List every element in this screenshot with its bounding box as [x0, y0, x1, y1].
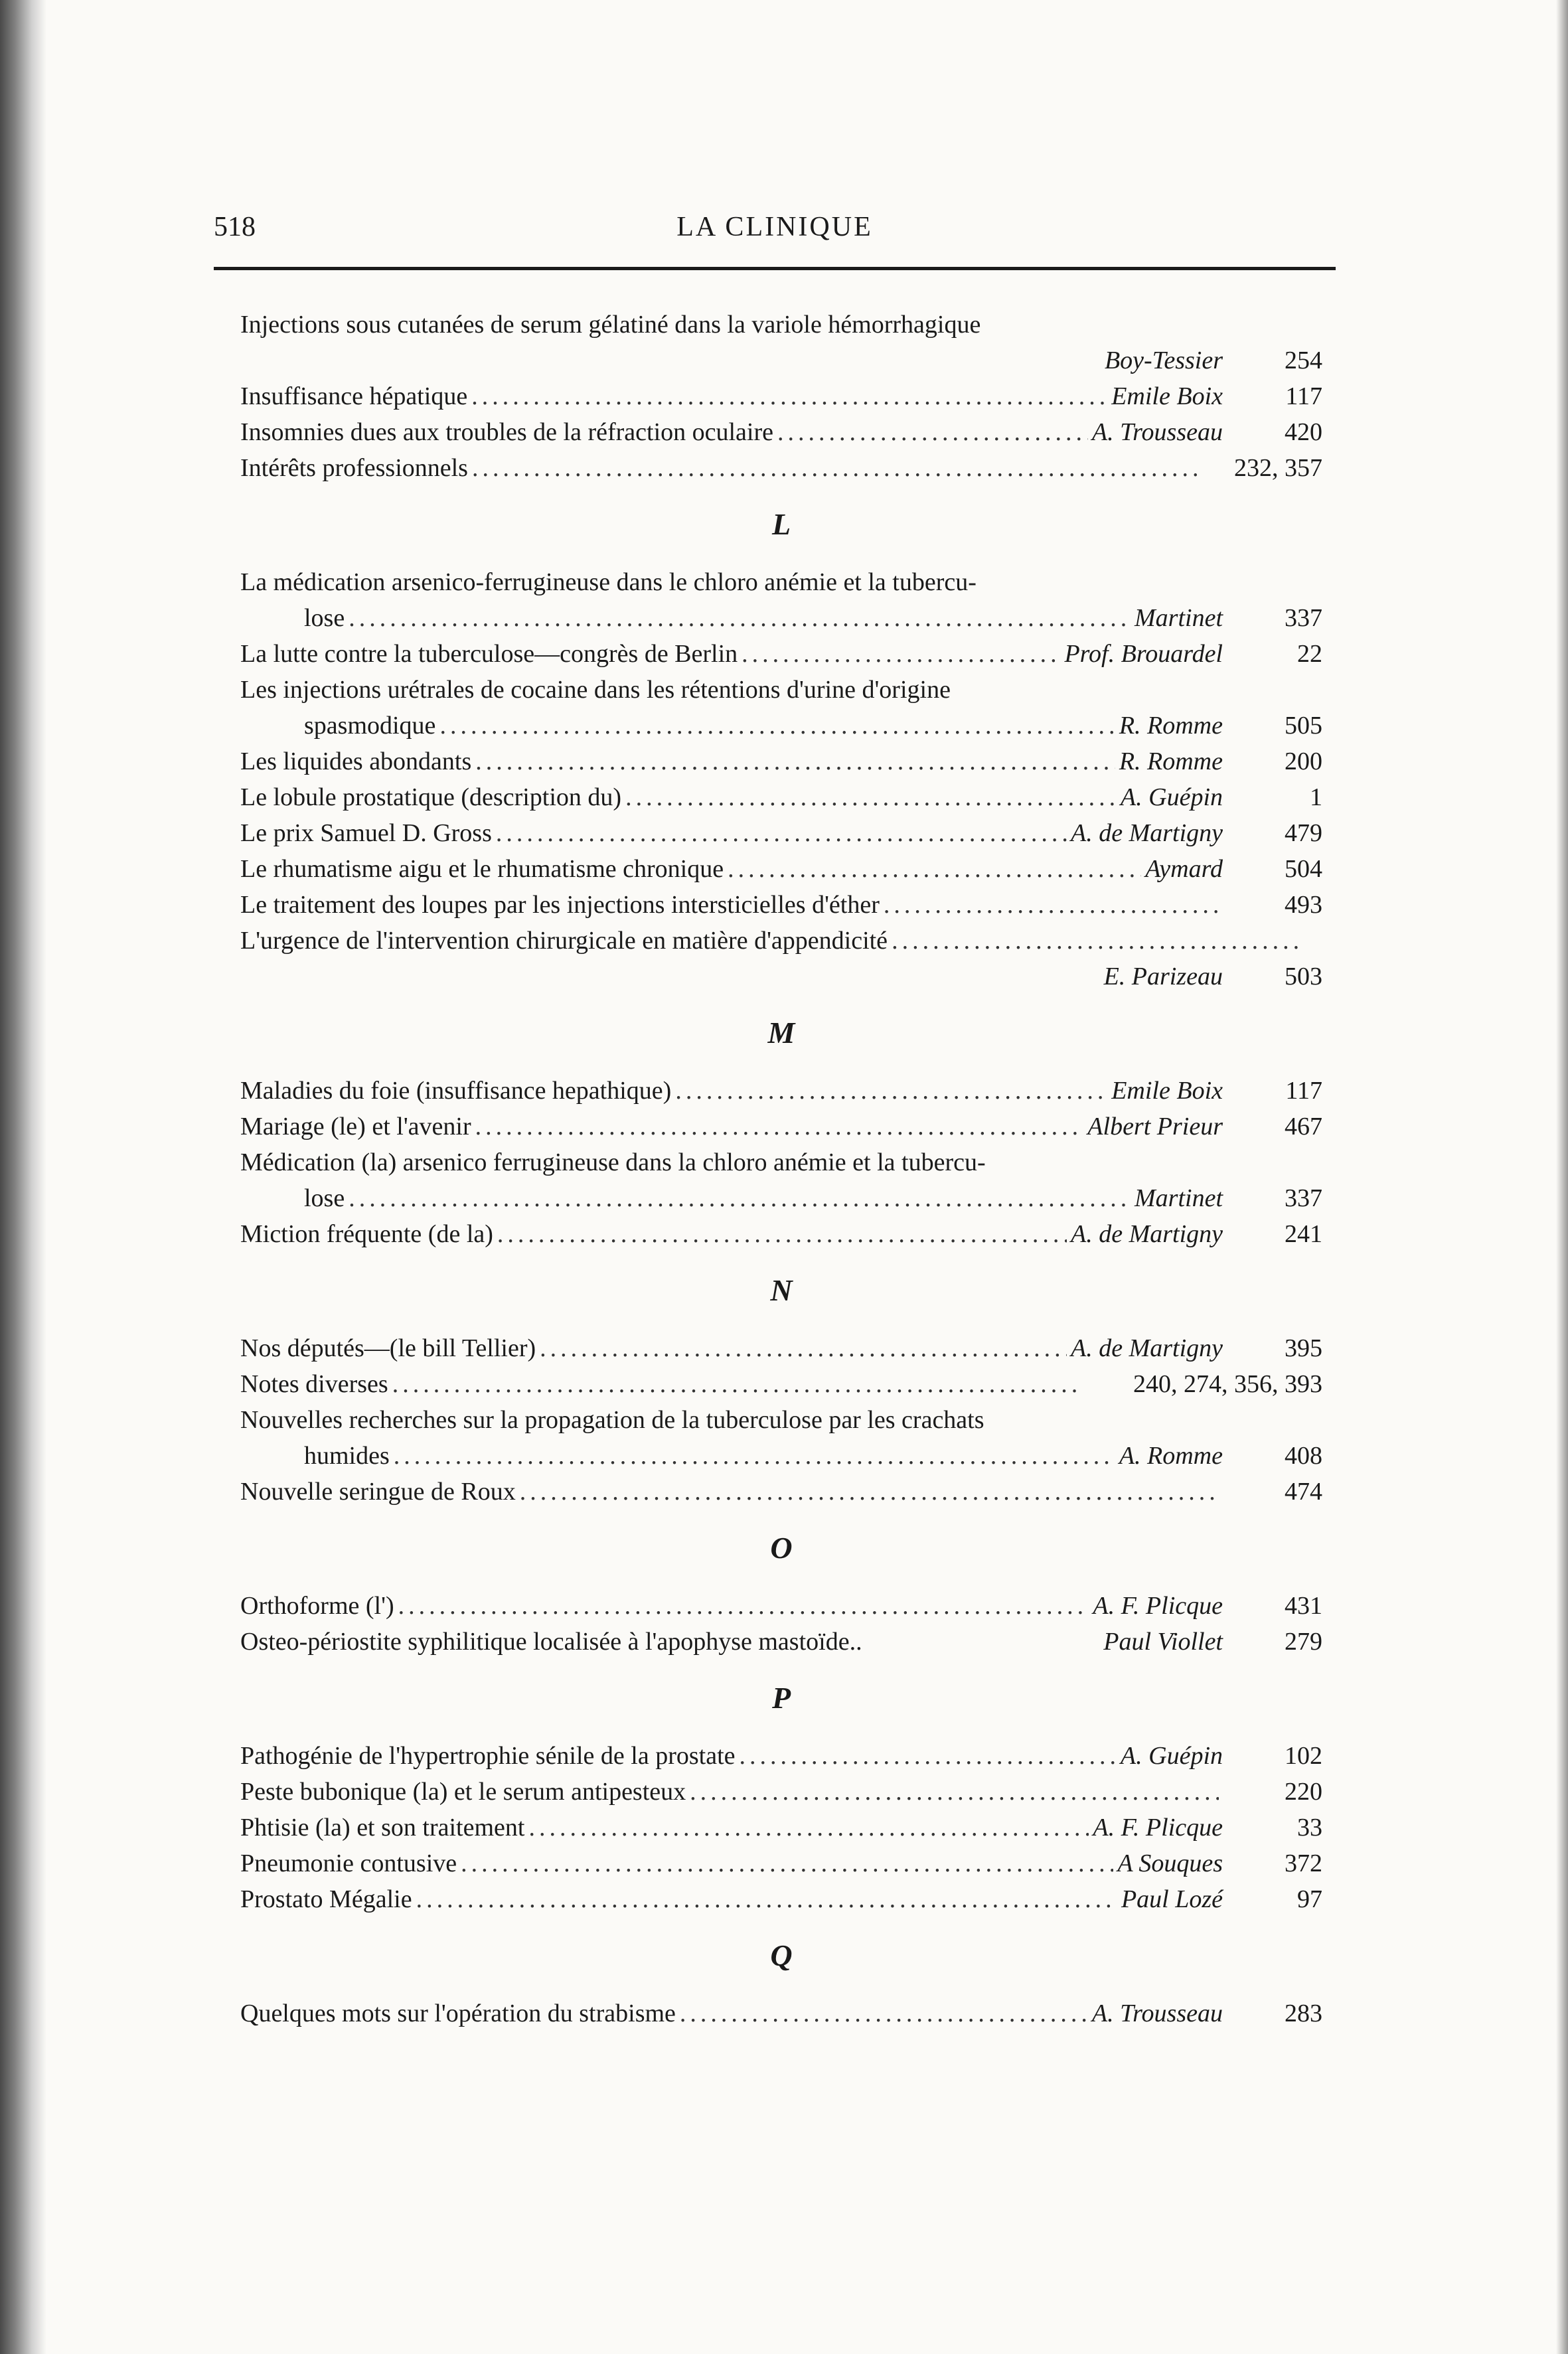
entry-title: Médication (la) arsenico ferrugineuse dans la chloro anémie et la tubercu-	[240, 1148, 986, 1176]
index-entry	[240, 1073, 1322, 1109]
index-entry	[240, 1738, 1322, 1774]
index-entry-continuation	[240, 959, 1322, 994]
entry-pages: 33	[1297, 1814, 1322, 1842]
dot-leader	[675, 1073, 1107, 1109]
index-entry	[240, 815, 1322, 851]
index-entry	[240, 1588, 1322, 1624]
dot-leader	[475, 1109, 1084, 1144]
entry-title: Insuffisance hépatique	[240, 382, 468, 410]
entry-pages: 395	[1285, 1334, 1322, 1362]
dot-leader	[471, 378, 1107, 414]
index-entry	[240, 672, 1322, 708]
entry-pages: 279	[1285, 1628, 1322, 1656]
entry-title: Injections sous cutanées de serum gélatiné dans la variole hémorrhagique	[240, 311, 981, 339]
index-entry	[240, 378, 1322, 414]
index-entry	[240, 414, 1322, 450]
entry-author: A. Trousseau	[1091, 2000, 1223, 2027]
entry-title: La lutte contre la tuberculose—congrès de Berlin	[240, 640, 738, 668]
entry-author: R. Romme	[1119, 747, 1223, 775]
entry-title-cont: lose	[304, 1184, 345, 1212]
entry-author: A. Guépin	[1120, 783, 1223, 811]
index-entry	[240, 744, 1322, 779]
dot-leader	[680, 1996, 1088, 2031]
dot-leader	[392, 1366, 1079, 1402]
dot-leader	[439, 708, 1115, 744]
scan-shadow-right	[1556, 0, 1568, 2354]
index-entry-continuation	[240, 1180, 1322, 1216]
entry-author: Emile Boix	[1111, 1077, 1223, 1105]
entry-title: Notes diverses	[240, 1370, 388, 1398]
dot-leader	[496, 815, 1067, 851]
dot-leader	[540, 1330, 1067, 1366]
entry-pages: 232, 357	[1234, 454, 1322, 482]
index-entry	[240, 1474, 1322, 1510]
dot-leader	[349, 600, 1131, 636]
entry-title: La médication arsenico-ferrugineuse dans le chloro anémie et la tubercu-	[240, 568, 977, 596]
index-entry	[240, 1845, 1322, 1881]
dot-leader	[625, 779, 1117, 815]
entry-pages: 117	[1285, 382, 1322, 410]
entry-title: Le prix Samuel D. Gross	[240, 819, 492, 847]
index-entry	[240, 1144, 1322, 1180]
index-entry	[240, 1774, 1322, 1810]
entry-title: Miction fréquente (de la)	[240, 1220, 493, 1248]
page-header	[214, 211, 1336, 251]
entry-title: Pathogénie de l'hypertrophie sénile de la prostate	[240, 1742, 736, 1770]
entry-author: A. de Martigny	[1070, 819, 1223, 847]
entry-pages: 254	[1285, 347, 1322, 374]
entry-title: Les liquides abondants	[240, 747, 472, 775]
entry-title: Les injections urétrales de cocaine dans les rétentions d'urine d'origine	[240, 676, 951, 704]
index-entry	[240, 1810, 1322, 1845]
entry-pages: 505	[1285, 712, 1322, 740]
entry-title: Le rhumatisme aigu et le rhumatisme chronique	[240, 855, 724, 883]
section-letter-n: N	[770, 1273, 793, 1307]
entry-author: A. Guépin	[1120, 1742, 1223, 1770]
index-entry	[240, 564, 1322, 600]
index-entry	[240, 887, 1322, 923]
entry-author: Paul Viollet	[1103, 1628, 1223, 1656]
entry-author: A. F. Plicque	[1093, 1814, 1223, 1842]
entry-pages: 479	[1285, 819, 1322, 847]
entry-title: Maladies du foie (insuffisance hepathique)	[240, 1077, 672, 1105]
dot-leader	[742, 636, 1060, 672]
entry-pages: 117	[1285, 1077, 1322, 1105]
entry-title: Insomnies dues aux troubles de la réfraction oculaire	[240, 418, 773, 446]
entry-pages: 408	[1285, 1442, 1322, 1470]
dot-leader	[398, 1588, 1089, 1624]
dot-leader	[777, 414, 1088, 450]
scan-shadow-left	[0, 0, 46, 2354]
dot-leader	[892, 923, 1298, 959]
entry-title-cont: spasmodique	[304, 712, 436, 740]
entry-title: Pneumonie contusive	[240, 1849, 457, 1877]
entry-pages: 372	[1285, 1849, 1322, 1877]
index-entry	[240, 779, 1322, 815]
entry-pages: 97	[1297, 1885, 1322, 1913]
dot-leader	[690, 1774, 1219, 1810]
entry-pages: 220	[1285, 1778, 1322, 1806]
entry-author: Boy-Tessier	[1104, 347, 1223, 374]
page-number: 518	[214, 212, 256, 242]
index-entry	[240, 1330, 1322, 1366]
section-letter-l: L	[771, 507, 791, 541]
index-entry	[240, 851, 1322, 887]
entry-title: Nouvelles recherches sur la propagation de la tuberculose par les crachats	[240, 1406, 984, 1434]
entry-author: Emile Boix	[1111, 382, 1223, 410]
dot-leader	[461, 1845, 1113, 1881]
dot-leader	[394, 1438, 1115, 1474]
index-entry	[240, 307, 1322, 343]
header-rule	[214, 267, 1336, 270]
entry-author: E. Parizeau	[1103, 963, 1223, 990]
dot-leader	[472, 450, 1199, 486]
index-entry-continuation	[240, 600, 1322, 636]
entry-pages: 102	[1285, 1742, 1322, 1770]
dot-leader	[520, 1474, 1219, 1510]
entry-title-cont: humides	[304, 1442, 390, 1470]
index-entry-continuation	[240, 343, 1322, 378]
entry-pages: 431	[1285, 1592, 1322, 1620]
running-title: LA CLINIQUE	[676, 212, 873, 242]
entry-pages: 474	[1285, 1478, 1322, 1506]
entry-pages: 504	[1285, 855, 1322, 883]
entry-author: Martinet	[1135, 604, 1223, 632]
entry-title: Quelques mots sur l'opération du strabisme	[240, 2000, 676, 2027]
section-letter-o: O	[770, 1531, 793, 1565]
entry-title: Orthoforme (l')	[240, 1592, 394, 1620]
dot-leader	[884, 887, 1219, 923]
entry-author: Martinet	[1135, 1184, 1223, 1212]
index-entry-continuation	[240, 708, 1322, 744]
entry-pages: 503	[1285, 963, 1322, 990]
entry-title: Osteo-périostite syphilitique localisée à l'apophyse mastoïde..	[240, 1628, 862, 1656]
index-entry	[240, 1624, 1322, 1660]
section-letter-m: M	[767, 1016, 795, 1050]
index-entry	[240, 450, 1322, 486]
entry-title: Intérêts professionnels	[240, 454, 468, 482]
dot-leader	[497, 1216, 1067, 1252]
entry-title: Prostato Mégalie	[240, 1885, 412, 1913]
dot-leader	[728, 851, 1141, 887]
index-entry	[240, 923, 1322, 959]
entry-title: Nos députés—(le bill Tellier)	[240, 1334, 536, 1362]
entry-author: R. Romme	[1119, 712, 1223, 740]
entry-pages: 1	[1310, 783, 1322, 811]
index-entry	[240, 1109, 1322, 1144]
entry-pages: 241	[1285, 1220, 1322, 1248]
entry-author: A. F. Plicque	[1093, 1592, 1223, 1620]
index-entry-continuation	[240, 1438, 1322, 1474]
entry-pages: 467	[1285, 1113, 1322, 1140]
index-entry	[240, 1881, 1322, 1917]
entry-title-cont: lose	[304, 604, 345, 632]
entry-pages: 240, 274, 356, 393	[1133, 1370, 1322, 1398]
dot-leader	[528, 1810, 1089, 1845]
entry-title: Le traitement des loupes par les injections intersticielles d'éther	[240, 891, 880, 919]
section-letter-q: Q	[770, 1938, 793, 1972]
entry-author: Aymard	[1145, 855, 1223, 883]
entry-pages: 420	[1285, 418, 1322, 446]
entry-author: A Souques	[1117, 1849, 1223, 1877]
entry-title: Mariage (le) et l'avenir	[240, 1113, 471, 1140]
entry-title: Le lobule prostatique (description du)	[240, 783, 622, 811]
entry-author: A. Romme	[1119, 1442, 1223, 1470]
index-entry	[240, 1996, 1322, 2031]
entry-author: Prof. Brouardel	[1064, 640, 1223, 668]
entry-author: A. de Martigny	[1070, 1220, 1223, 1248]
alphabetical-index	[240, 307, 1322, 2031]
entry-pages: 493	[1285, 891, 1322, 919]
entry-pages: 283	[1285, 2000, 1322, 2027]
dot-leader	[416, 1881, 1117, 1917]
index-entry	[240, 1216, 1322, 1252]
entry-author: Paul Lozé	[1121, 1885, 1223, 1913]
entry-pages: 337	[1285, 1184, 1322, 1212]
index-entry	[240, 1402, 1322, 1438]
entry-pages: 200	[1285, 747, 1322, 775]
entry-title: Nouvelle seringue de Roux	[240, 1478, 516, 1506]
entry-pages: 22	[1297, 640, 1322, 668]
entry-title: Peste bubonique (la) et le serum antipesteux	[240, 1778, 686, 1806]
entry-author: A. de Martigny	[1070, 1334, 1223, 1362]
index-entry	[240, 636, 1322, 672]
dot-leader	[740, 1738, 1117, 1774]
index-entry	[240, 1366, 1322, 1402]
entry-title: L'urgence de l'intervention chirurgicale en matière d'appendicité	[240, 927, 888, 955]
entry-author: Albert Prieur	[1087, 1113, 1223, 1140]
section-letter-p: P	[771, 1681, 791, 1715]
entry-pages: 337	[1285, 604, 1322, 632]
dot-leader	[475, 744, 1115, 779]
entry-author: A. Trousseau	[1091, 418, 1223, 446]
entry-title: Phtisie (la) et son traitement	[240, 1814, 525, 1842]
dot-leader	[349, 1180, 1131, 1216]
